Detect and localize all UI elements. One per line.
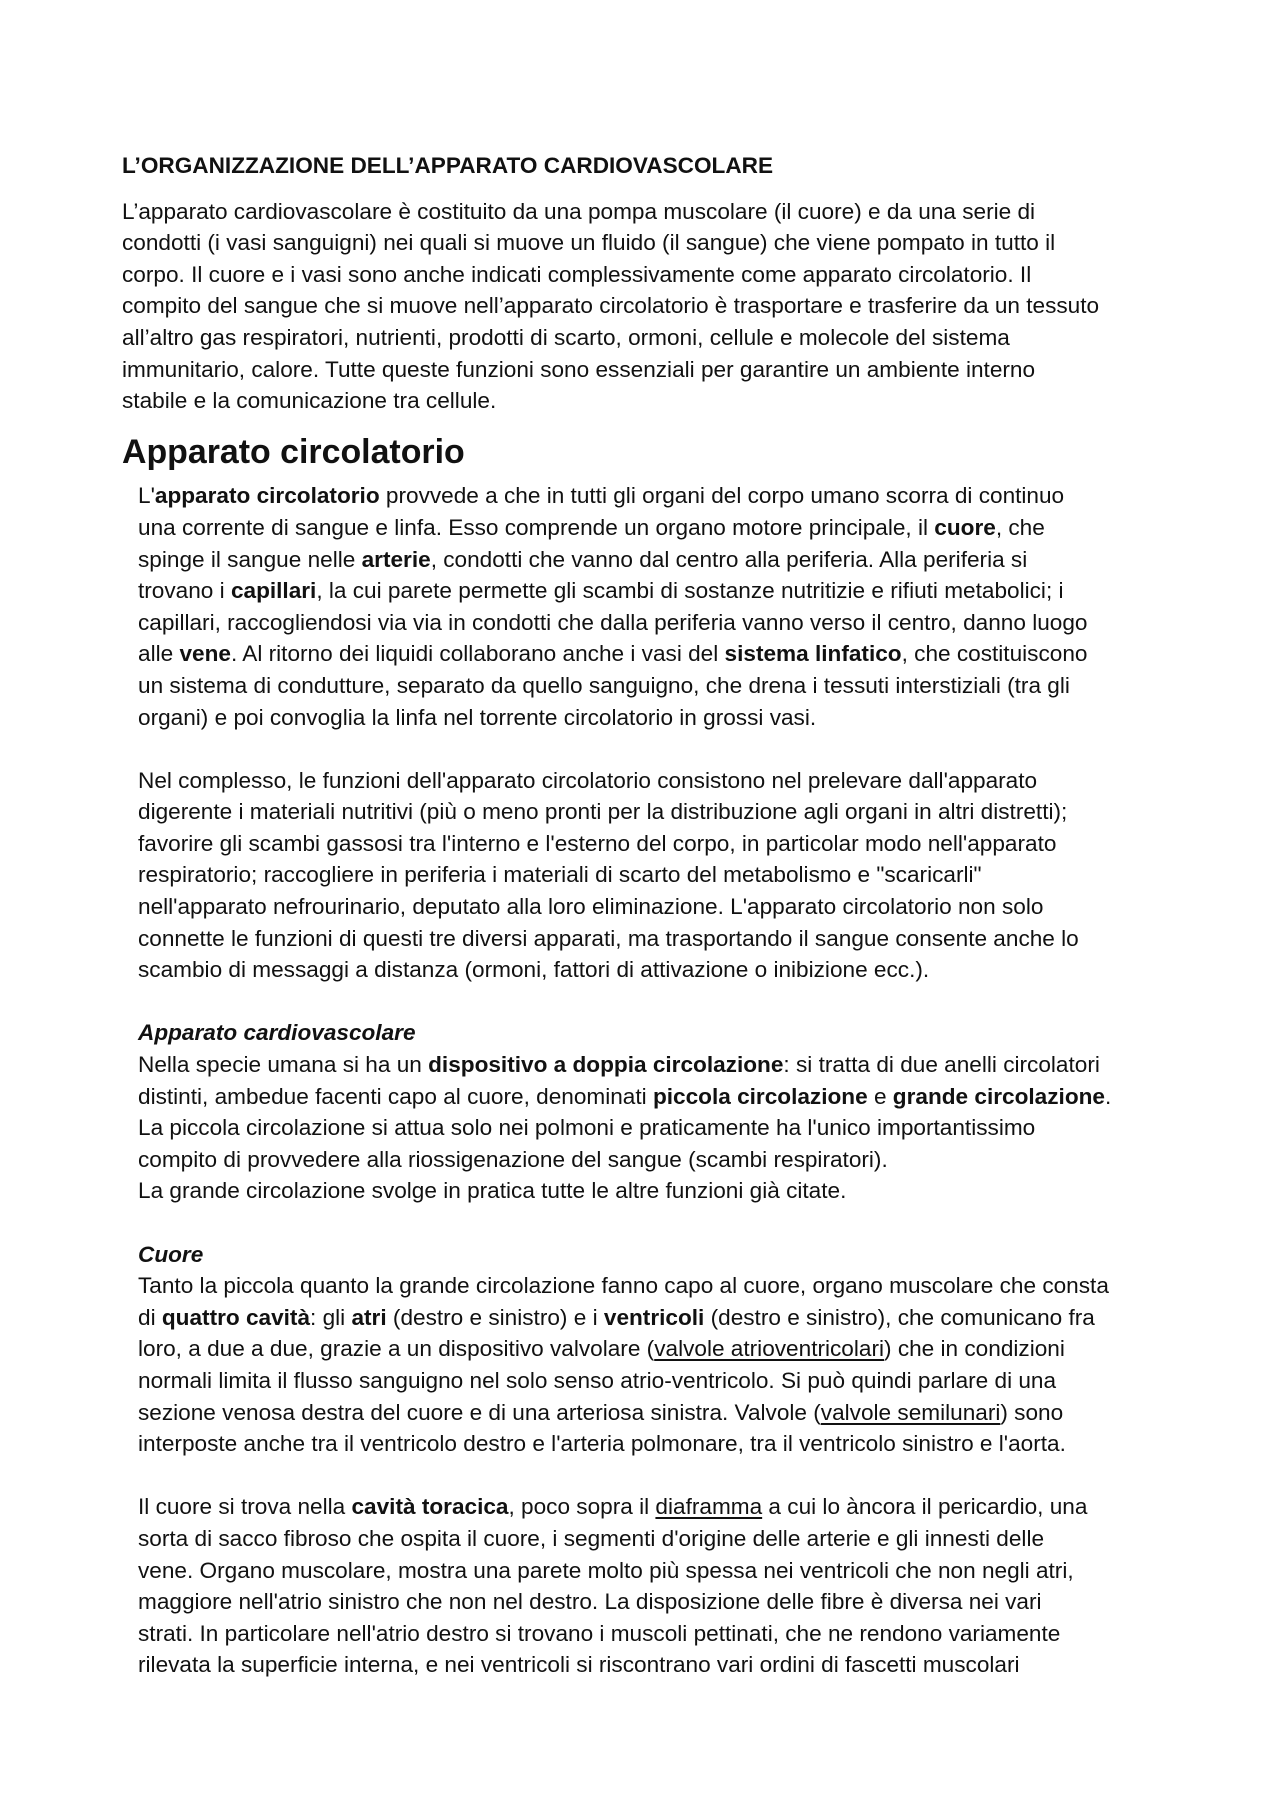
bold-term: capillari: [230, 578, 317, 604]
text-run: , che: [995, 514, 1045, 540]
text-run: respiratorio; raccogliere in periferia i materiali di scarto del metabolismo e "scaricarli": [138, 862, 982, 888]
bold-term: ventricoli: [603, 1304, 705, 1330]
paragraph-line: [138, 828, 1167, 860]
text-run: , la cui parete permette gli scambi di sostanze nutritizie e rifiuti metabolici; i: [316, 578, 1064, 604]
text-run: , poco sopra il: [508, 1494, 656, 1520]
text-run: rilevata la superficie interna, e nei ventricoli si riscontrano vari ordini di fascetti muscolari: [138, 1652, 1020, 1678]
bold-term: atri: [351, 1304, 387, 1330]
paragraph-line: [138, 1365, 1167, 1397]
text-run: vene. Organo muscolare, mostra una parete molto più spessa nei ventricoli che non negli atri,: [138, 1557, 1074, 1583]
intro-line: corpo. Il cuore e i vasi sono anche indicati complessivamente come apparato circolatorio. Il: [122, 261, 1032, 287]
underlined-term: valvole semilunari: [820, 1399, 1001, 1425]
text-run: Nella specie umana si ha un: [138, 1052, 429, 1078]
text-run: trovano i: [138, 578, 231, 604]
paragraph: [138, 1239, 1167, 1460]
paragraph-line: [138, 1270, 1167, 1302]
subsection-heading: Apparato cardiovascolare: [138, 1020, 416, 1046]
text-run: una corrente di sangue e linfa. Esso comprende un organo motore principale, il: [138, 514, 935, 540]
paragraph-line: [138, 607, 1167, 639]
bold-term: piccola circolazione: [652, 1083, 868, 1109]
intro-line: stabile e la comunicazione tra cellule.: [122, 388, 497, 414]
text-run: provvede a che in tutti gli organi del corpo umano scorra di continuo: [379, 483, 1065, 509]
bold-term: cuore: [934, 514, 996, 540]
paragraph-line: [138, 544, 1167, 576]
paragraph-line: [138, 859, 1167, 891]
paragraph-line: [138, 670, 1167, 702]
paragraph: [138, 480, 1167, 733]
paragraph-line: [138, 1081, 1167, 1113]
paragraph: [138, 1017, 1167, 1207]
text-run: di: [138, 1304, 162, 1330]
text-run: ) che in condizioni: [884, 1336, 1065, 1362]
paragraph-line: [138, 1649, 1167, 1681]
paragraph-line: [138, 638, 1167, 670]
bold-term: arterie: [361, 546, 431, 572]
intro-line: compito del sangue che si muove nell’apparato circolatorio è trasportare e trasferire da un tessuto: [122, 293, 1100, 319]
text-run: connette le funzioni di questi tre diversi apparati, ma trasportando il sangue consente anche lo: [138, 925, 1079, 951]
paragraph-line: [138, 1618, 1167, 1650]
bold-term: apparato circolatorio: [154, 483, 380, 509]
paragraph: [138, 765, 1167, 986]
text-run: L': [138, 483, 155, 509]
text-run: , che costituiscono: [901, 641, 1088, 667]
intro-line: all’altro gas respiratori, nutrienti, prodotti di scarto, ormoni, cellule e molecole del sistema: [122, 324, 1010, 350]
paragraph-line: [138, 1586, 1167, 1618]
paragraph-line: [138, 575, 1167, 607]
paragraph-line: [138, 1049, 1167, 1081]
text-run: scambio di messaggi a distanza (ormoni, fattori di attivazione o inibizione ecc.).: [138, 957, 930, 983]
paragraph-line: [138, 1333, 1167, 1365]
intro-line: L’apparato cardiovascolare è costituito da una pompa muscolare (il cuore) e da una serie di: [122, 198, 1036, 224]
paragraph-line: [138, 954, 1167, 986]
bold-term: grande circolazione: [892, 1083, 1105, 1109]
paragraph-line: [138, 1491, 1167, 1523]
text-run: . Al ritorno dei liquidi collaborano anche i vasi del: [230, 641, 725, 667]
text-run: distinti, ambedue facenti capo al cuore, denominati: [138, 1083, 653, 1109]
text-run: .: [1105, 1083, 1112, 1109]
text-run: normali limita il flusso sanguigno nel solo senso atrio-ventricolo. Si può quindi parlare di una: [138, 1367, 1057, 1393]
paragraph-line: [138, 1523, 1167, 1555]
text-run: spinge il sangue nelle: [138, 546, 362, 572]
text-run: capillari, raccogliendosi via via in condotti che dalla periferia vanno verso il centro, danno luogo: [138, 609, 1088, 635]
text-run: alle: [138, 641, 180, 667]
text-run: La piccola circolazione si attua solo nei polmoni e praticamente ha l'unico importantissimo: [138, 1115, 1036, 1141]
text-run: sezione venosa destra del cuore e di una arteriosa sinistra. Valvole (: [138, 1399, 821, 1425]
paragraph-line: [138, 1555, 1167, 1587]
text-run: (destro e sinistro) e i: [386, 1304, 604, 1330]
paragraph-line: [138, 796, 1167, 828]
text-run: sorta di sacco fibroso che ospita il cuore, i segmenti d'origine delle arterie e gli innesti delle: [138, 1525, 1045, 1551]
document-body: [122, 150, 1167, 1713]
subsection-heading: Cuore: [138, 1241, 204, 1267]
paragraph-line: [138, 480, 1167, 512]
section-body: [122, 480, 1167, 1681]
bold-term: quattro cavità: [161, 1304, 311, 1330]
bold-term: vene: [179, 641, 231, 667]
bold-term: dispositivo a doppia circolazione: [428, 1052, 784, 1078]
bold-term: cavità toracica: [351, 1494, 509, 1520]
text-run: digerente i materiali nutritivi (più o meno pronti per la distribuzione agli organi in altri distretti);: [138, 799, 1068, 825]
paragraph-line: [138, 765, 1167, 797]
text-run: a cui lo àncora il pericardio, una: [762, 1494, 1088, 1520]
text-run: , condotti che vanno dal centro alla periferia. Alla periferia si: [430, 546, 1028, 572]
text-run: organi) e poi convoglia la linfa nel torrente circolatorio in grossi vasi.: [138, 704, 817, 730]
text-run: Nel complesso, le funzioni dell'apparato circolatorio consistono nel prelevare dall'apparato: [138, 767, 1038, 793]
intro-paragraph: [122, 196, 1167, 417]
paragraph-line: [138, 1428, 1167, 1460]
text-run: e: [867, 1083, 893, 1109]
paragraph-line: [138, 1112, 1167, 1144]
text-run: loro, a due a due, grazie a un dispositivo valvolare (: [138, 1336, 655, 1362]
intro-line: immunitario, calore. Tutte queste funzioni sono essenziali per garantire un ambiente interno: [122, 356, 1036, 382]
paragraph: [138, 1491, 1167, 1681]
intro-line: condotti (i vasi sanguigni) nei quali si muove un fluido (il sangue) che viene pompato in tutto il: [122, 230, 1056, 256]
paragraph-line: [138, 1144, 1167, 1176]
text-run: ) sono: [1000, 1399, 1064, 1425]
paragraph-line: [138, 1175, 1167, 1207]
document-title: L’ORGANIZZAZIONE DELL’APPARATO CARDIOVASCOLARE: [122, 153, 774, 178]
text-run: : si tratta di due anelli circolatori: [783, 1052, 1100, 1078]
text-run: favorire gli scambi gassosi tra l'interno e l'esterno del corpo, in particolar modo nell'apparato: [138, 830, 1057, 856]
paragraph-line: [138, 702, 1167, 734]
text-run: : gli: [310, 1304, 352, 1330]
text-run: maggiore nell'atrio sinistro che non nel destro. La disposizione delle fibre è diversa nei vari: [138, 1589, 1042, 1615]
text-run: Tanto la piccola quanto la grande circolazione fanno capo al cuore, organo muscolare che consta: [138, 1273, 1109, 1299]
underlined-term: valvole atrioventricolari: [654, 1336, 885, 1362]
paragraph-line: [138, 891, 1167, 923]
text-run: strati. In particolare nell'atrio destro si trovano i muscoli pettinati, che ne rendono variamente: [138, 1620, 1061, 1646]
paragraph-line: [138, 923, 1167, 955]
text-run: interposte anche tra il ventricolo destro e l'arteria polmonare, tra il ventricolo sinistro e l'aorta.: [138, 1431, 1066, 1457]
paragraph-line: [138, 512, 1167, 544]
paragraph-line: [138, 1397, 1167, 1429]
section-heading: Apparato circolatorio: [122, 432, 465, 471]
text-run: Il cuore si trova nella: [138, 1494, 352, 1520]
text-run: un sistema di condutture, separato da quello sanguigno, che drena i tessuti interstiziali (tra gli: [138, 672, 1070, 698]
text-run: compito di provvedere alla riossigenazione del sangue (scambi respiratori).: [138, 1146, 888, 1172]
text-run: nell'apparato nefrourinario, deputato alla loro eliminazione. L'apparato circolatorio non solo: [138, 894, 1044, 920]
text-run: (destro e sinistro), che comunicano fra: [704, 1304, 1095, 1330]
paragraph-line: [138, 1302, 1167, 1334]
bold-term: sistema linfatico: [724, 641, 902, 667]
underlined-term: diaframma: [655, 1494, 763, 1520]
text-run: La grande circolazione svolge in pratica tutte le altre funzioni già citate.: [138, 1178, 847, 1204]
